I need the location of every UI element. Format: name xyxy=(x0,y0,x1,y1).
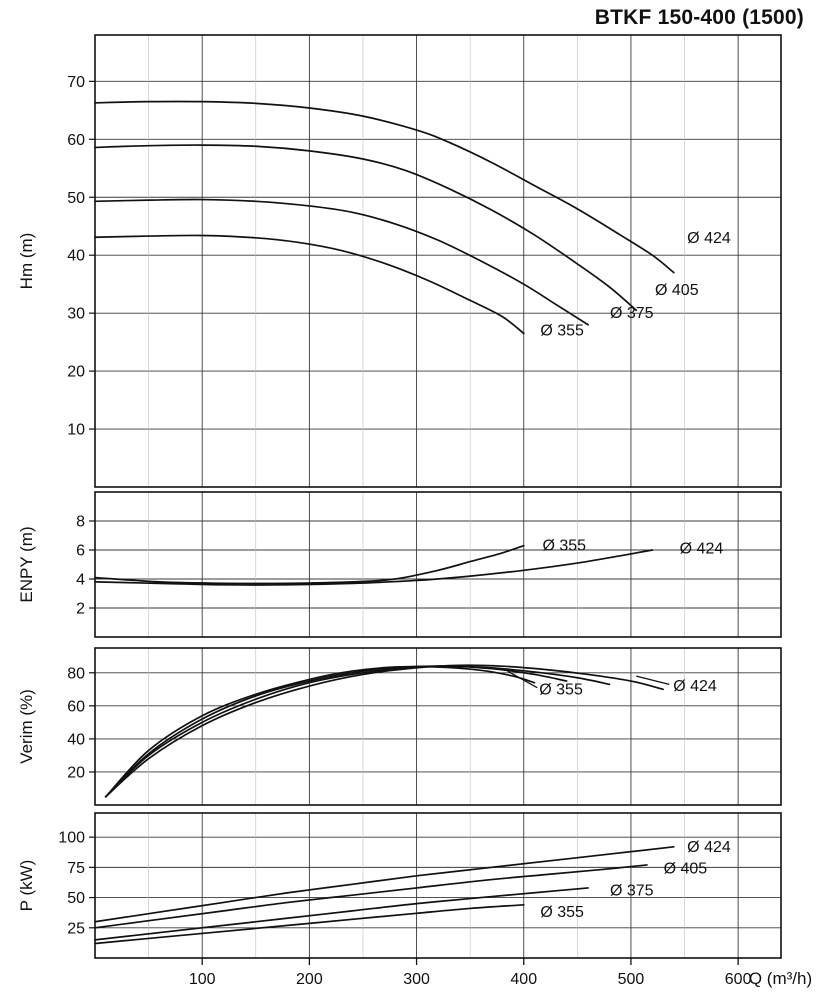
curve-label: Ø 405 xyxy=(655,281,699,299)
curve-label: Ø 424 xyxy=(679,540,724,558)
curve-label: Ø 405 xyxy=(663,860,708,878)
y-tick-label: 60 xyxy=(67,698,85,716)
panel-power xyxy=(17,813,781,958)
y-tick-label: 20 xyxy=(67,363,85,381)
y-tick-label: 80 xyxy=(67,665,85,683)
panel-head xyxy=(17,35,781,487)
y-tick-label: 40 xyxy=(67,247,85,265)
y-tick-label: 6 xyxy=(76,542,85,560)
y-tick-label: 30 xyxy=(67,305,85,323)
y-axis-label-efficiency: Verim (%) xyxy=(17,689,36,764)
curve-label: Ø 355 xyxy=(540,322,584,340)
curve-label: Ø 375 xyxy=(609,882,654,900)
y-tick-label: 60 xyxy=(67,131,85,149)
y-tick-label: 40 xyxy=(67,731,85,749)
x-axis xyxy=(189,958,812,988)
x-tick-label: 300 xyxy=(403,971,430,988)
y-axis-label-head: Hm (m) xyxy=(17,232,36,290)
y-axis-label-npsh: ENPY (m) xyxy=(17,526,36,603)
y-tick-label: 50 xyxy=(67,189,85,207)
y-tick-label: 75 xyxy=(67,859,85,877)
panel-npsh xyxy=(17,492,781,637)
x-axis-label: Q (m³/h) xyxy=(748,969,813,988)
x-tick-label: 200 xyxy=(296,971,323,988)
curve-label: Ø 424 xyxy=(673,678,717,696)
curve-label: Ø 424 xyxy=(687,838,731,856)
y-axis-label-power: P (kW) xyxy=(17,859,36,912)
y-tick-label: 4 xyxy=(76,571,85,589)
x-tick-label: 600 xyxy=(724,971,752,988)
y-tick-label: 10 xyxy=(67,421,85,439)
y-tick-label: 50 xyxy=(67,890,85,908)
y-tick-label: 100 xyxy=(58,829,85,847)
y-tick-label: 25 xyxy=(67,920,85,938)
panel-efficiency xyxy=(17,648,781,805)
y-tick-label: 70 xyxy=(67,73,85,91)
y-tick-label: 2 xyxy=(76,600,85,618)
x-tick-label: 100 xyxy=(188,971,216,988)
curve-label: Ø 355 xyxy=(542,537,587,555)
curve-label: Ø 355 xyxy=(539,681,583,699)
curve-label: Ø 424 xyxy=(687,229,731,247)
x-tick-label: 500 xyxy=(617,971,645,988)
y-tick-label: 8 xyxy=(76,513,85,531)
curve-label: Ø 355 xyxy=(540,904,584,922)
x-tick-label: 400 xyxy=(510,971,538,988)
page-title: BTKF 150-400 (1500) xyxy=(594,6,804,29)
curve-label: Ø 375 xyxy=(609,305,654,323)
y-tick-label: 20 xyxy=(67,764,85,782)
